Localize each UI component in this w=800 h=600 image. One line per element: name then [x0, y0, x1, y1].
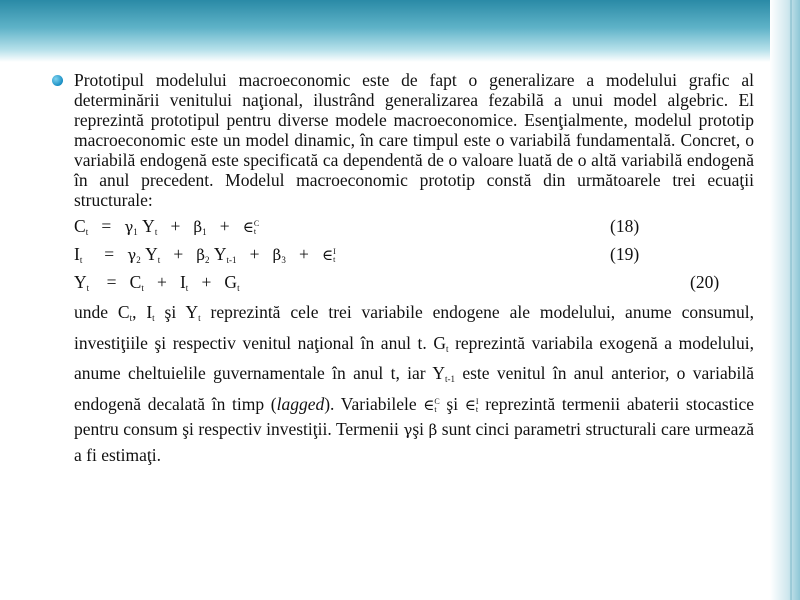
- equation-18: [74, 216, 754, 238]
- equation-18-number: (18): [610, 216, 640, 236]
- right-gradient-band: [770, 0, 800, 600]
- intro-paragraph: Prototipul modelului macroeconomic este de fapt o generalizare a modelului grafic al determinării venitului naţional, ilustrând generalizarea fezabilă a unui model algebric. El reprezintă prototipul pentru diverse modele macroeconomice. Esenţialmente, modelul prototip macroeconomic este un model dinamic, în care timpul este o variabilă fundamentală. Concret, o variabilă endogenă este specificată ca dependentă de o valoare luată de o altă variabilă endogenă în anul precedent. Modelul macroeconomic prototip constă din următoarele trei ecuaţii structurale:: [74, 70, 754, 210]
- equation-20: [74, 272, 754, 294]
- equation-18-expression: $C_t = \gamma_1$ $Y_t + \beta_1$ + ∈C t: [74, 216, 260, 237]
- equation-19: [74, 244, 754, 266]
- bullet-dot-icon: [52, 75, 63, 86]
- equation-20-expression: $Y_t$ = $C_t + I_t + G_t$: [74, 272, 240, 293]
- equation-19-expression: $I_t$ = $\gamma_2$ $Y_t + \beta_2$ $Y_{t-1} + \beta_3$ + ∈I t: [74, 244, 336, 265]
- header-gradient-band: [0, 0, 800, 62]
- equation-19-number: (19): [610, 244, 640, 264]
- explanation-paragraph: unde $C_t$, $I_t$ şi $Y_t$ reprezintă cele trei variabile endogene ale modelului, anume consumul, investiţiile şi respectiv venitul naţional în anul t. $G_t$ reprezintă variabila exogenă a modelului, anume cheltuielile guvernamentale în anul t, iar $Y_{t-1}$ este venitul în anul anterior, o variabilă endogenă decalată în timp (lagged). Variabilele ∈C t şi ∈I t reprezintă termenii abaterii stocastice pentru consum şi respectiv investiţii. Termenii γşi β sunt cinci parametri structurali care urmează a fi estimaţi.: [74, 302, 754, 465]
- slide-content: [52, 70, 754, 467]
- bullet-paragraph: [52, 70, 754, 210]
- equation-20-number: (20): [690, 272, 720, 292]
- lagged-term: lagged: [276, 393, 325, 414]
- right-frame-line: [790, 0, 792, 600]
